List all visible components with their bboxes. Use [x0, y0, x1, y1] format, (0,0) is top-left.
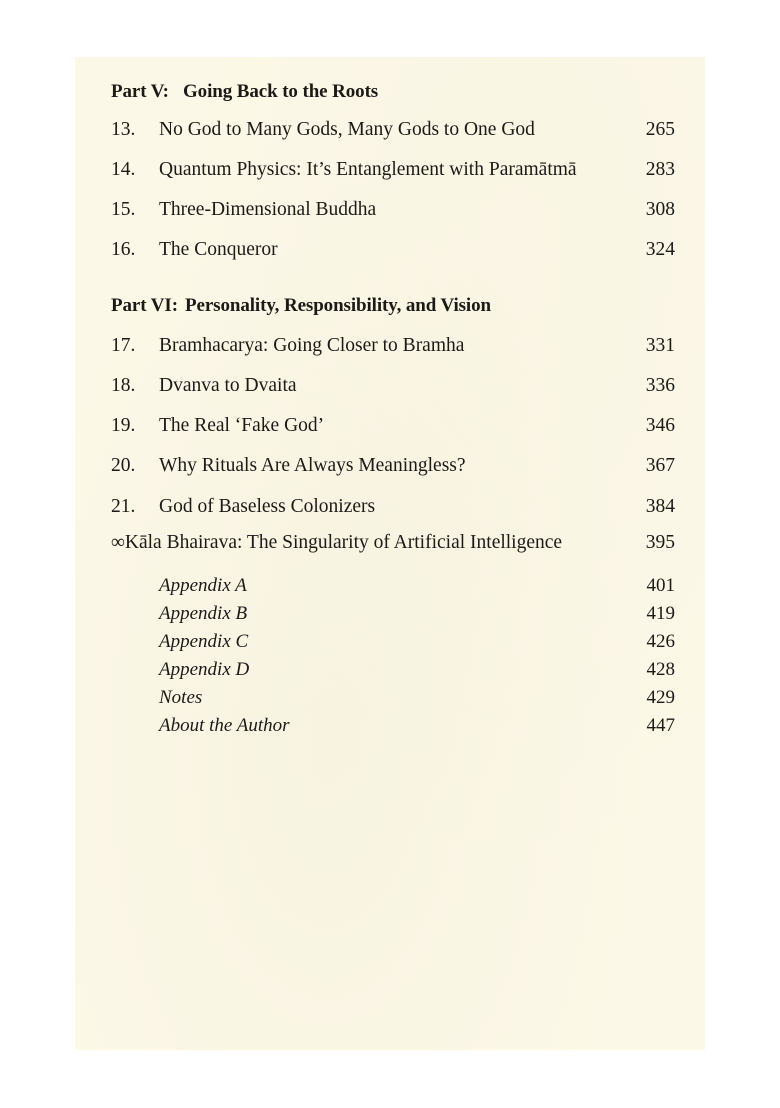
chapter-title: The Real ‘Fake God’: [159, 415, 325, 436]
chapter-title: The Conqueror: [159, 239, 278, 260]
page-number: 308: [645, 199, 675, 220]
page-number: 331: [645, 335, 675, 356]
page-number: 283: [645, 159, 675, 180]
chapter-title: God of Baseless Colonizers: [159, 496, 376, 517]
entry-title: Appendix A: [159, 575, 247, 596]
entry-title: Appendix C: [159, 631, 249, 652]
chapter-number: 16.: [111, 239, 136, 260]
chapter-title: Why Rituals Are Always Meaningless?: [159, 455, 466, 476]
page-number: 426: [646, 631, 675, 652]
page-number: 428: [646, 659, 675, 680]
toc-entry-appendix-d[interactable]: [75, 656, 705, 684]
toc-entry-about-author[interactable]: [75, 712, 705, 740]
page-number: 336: [645, 375, 675, 396]
part-heading-vi: [75, 292, 705, 320]
toc-entry[interactable]: [75, 332, 705, 360]
chapter-number: 21.: [111, 496, 136, 517]
chapter-title: No God to Many Gods, Many Gods to One God: [159, 119, 535, 140]
page-number: 429: [646, 687, 675, 708]
chapter-title: Quantum Physics: It’s Entanglement with Paramātmā: [159, 159, 577, 180]
part-title: Going Back to the Roots: [183, 81, 379, 102]
page-number: 265: [645, 119, 675, 140]
page-number: 447: [646, 715, 675, 736]
part-heading-v: [75, 78, 705, 106]
toc-entry-appendix-b[interactable]: [75, 600, 705, 628]
page-number: 419: [646, 603, 675, 624]
book-page: [75, 57, 705, 1050]
page-number: 324: [645, 239, 675, 260]
page-number: 346: [645, 415, 675, 436]
chapter-number: 14.: [111, 159, 136, 180]
page-number: 395: [645, 532, 675, 553]
chapter-title: Dvanva to Dvaita: [159, 375, 297, 396]
toc-entry[interactable]: [75, 116, 705, 144]
chapter-title: Bramhacarya: Going Closer to Bramha: [159, 335, 465, 356]
part-label: Part VI:: [111, 295, 178, 316]
chapter-number: 18.: [111, 375, 136, 396]
toc-entry-infinity[interactable]: [75, 529, 705, 557]
page-number: 384: [645, 496, 675, 517]
part-title: Personality, Responsibility, and Vision: [185, 295, 491, 316]
chapter-number: 15.: [111, 199, 136, 220]
chapter-title: ∞Kāla Bhairava: The Singularity of Artificial Intelligence: [111, 532, 563, 553]
page-number: 367: [645, 455, 675, 476]
part-label: Part V:: [111, 81, 169, 102]
chapter-number: 19.: [111, 415, 136, 436]
chapter-number: 17.: [111, 335, 136, 356]
toc-entry[interactable]: [75, 236, 705, 264]
entry-title: About the Author: [159, 715, 290, 736]
toc-entry[interactable]: [75, 452, 705, 480]
toc-entry-notes[interactable]: [75, 684, 705, 712]
chapter-number: 20.: [111, 455, 136, 476]
chapter-title: Three-Dimensional Buddha: [159, 199, 377, 220]
toc-entry-appendix-c[interactable]: [75, 628, 705, 656]
toc-entry[interactable]: [75, 493, 705, 521]
toc-entry-appendix-a[interactable]: [75, 572, 705, 600]
page-number: 401: [646, 575, 675, 596]
toc-entry[interactable]: [75, 412, 705, 440]
toc-entry[interactable]: [75, 156, 705, 184]
entry-title: Appendix B: [159, 603, 248, 624]
entry-title: Appendix D: [159, 659, 250, 680]
toc-entry[interactable]: [75, 196, 705, 224]
chapter-number: 13.: [111, 119, 136, 140]
entry-title: Notes: [159, 687, 203, 708]
toc-entry[interactable]: [75, 372, 705, 400]
